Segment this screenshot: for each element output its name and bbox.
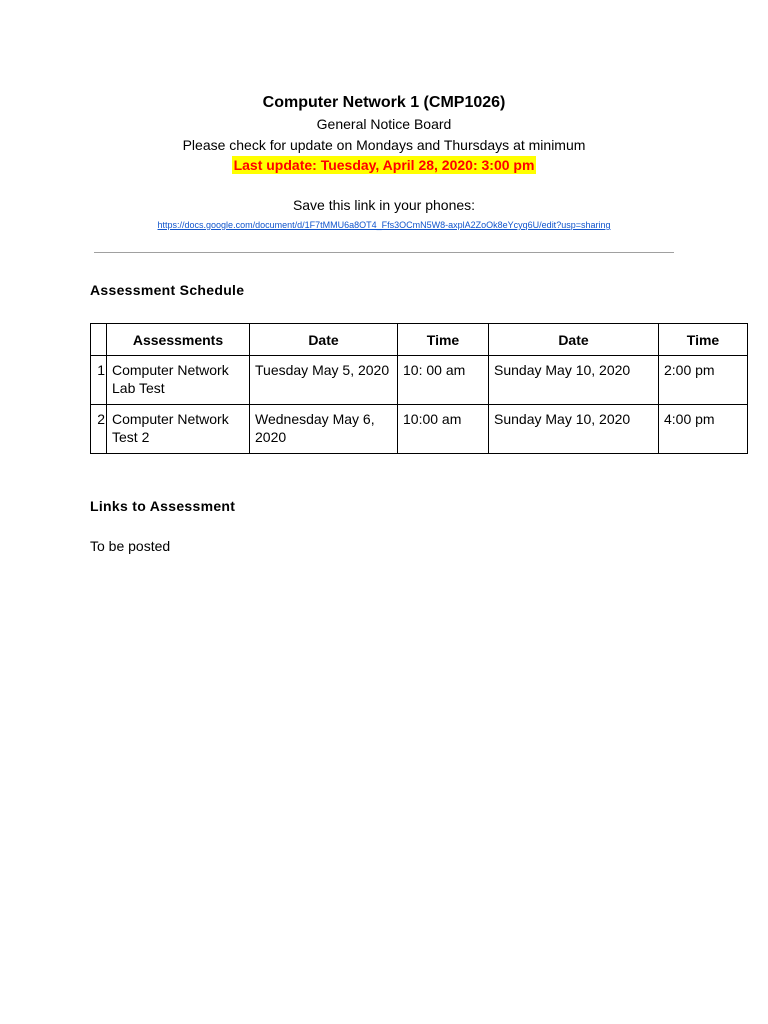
assessment-schedule-heading: Assessment Schedule <box>90 282 245 298</box>
page-subtitle: General Notice Board <box>316 116 452 132</box>
assessment-time: 10: 00 am <box>398 356 489 405</box>
assessment-time-2: 4:00 pm <box>659 405 748 454</box>
links-to-assessment-heading: Links to Assessment <box>90 498 236 514</box>
assessment-schedule-table <box>90 323 748 454</box>
assessment-time: 10:00 am <box>398 405 489 454</box>
column-header-time: Time <box>398 324 489 356</box>
column-header-time-2: Time <box>659 324 748 356</box>
row-number: 1 <box>91 356 107 405</box>
table-row <box>91 405 748 454</box>
assessment-name: Computer Network Test 2 <box>107 405 250 454</box>
update-notice: Please check for update on Mondays and Thursdays at minimum <box>182 137 586 153</box>
table-header-row <box>91 324 748 356</box>
column-header-number <box>91 324 107 356</box>
assessment-date: Wednesday May 6, 2020 <box>250 405 398 454</box>
column-header-date-2: Date <box>489 324 659 356</box>
links-placeholder-text: To be posted <box>90 538 171 554</box>
horizontal-divider <box>94 252 674 253</box>
row-number: 2 <box>91 405 107 454</box>
document-header <box>0 92 768 234</box>
last-update-highlight: Last update: Tuesday, April 28, 2020: 3:00 pm <box>233 157 535 173</box>
document-link[interactable]: https://docs.google.com/document/d/1F7tMMU6a8OT4_Ffs3OCmN5W8-axplA2ZoOk8eYcyq6U/edit?usp=sharing <box>157 220 611 230</box>
page-title: Computer Network 1 (CMP1026) <box>262 94 506 111</box>
assessment-time-2: 2:00 pm <box>659 356 748 405</box>
table-row <box>91 356 748 405</box>
column-header-date: Date <box>250 324 398 356</box>
assessment-date-2: Sunday May 10, 2020 <box>489 356 659 405</box>
assessment-name: Computer Network Lab Test <box>107 356 250 405</box>
assessment-date: Tuesday May 5, 2020 <box>250 356 398 405</box>
assessment-date-2: Sunday May 10, 2020 <box>489 405 659 454</box>
save-link-label: Save this link in your phones: <box>292 197 476 213</box>
column-header-assessments: Assessments <box>107 324 250 356</box>
